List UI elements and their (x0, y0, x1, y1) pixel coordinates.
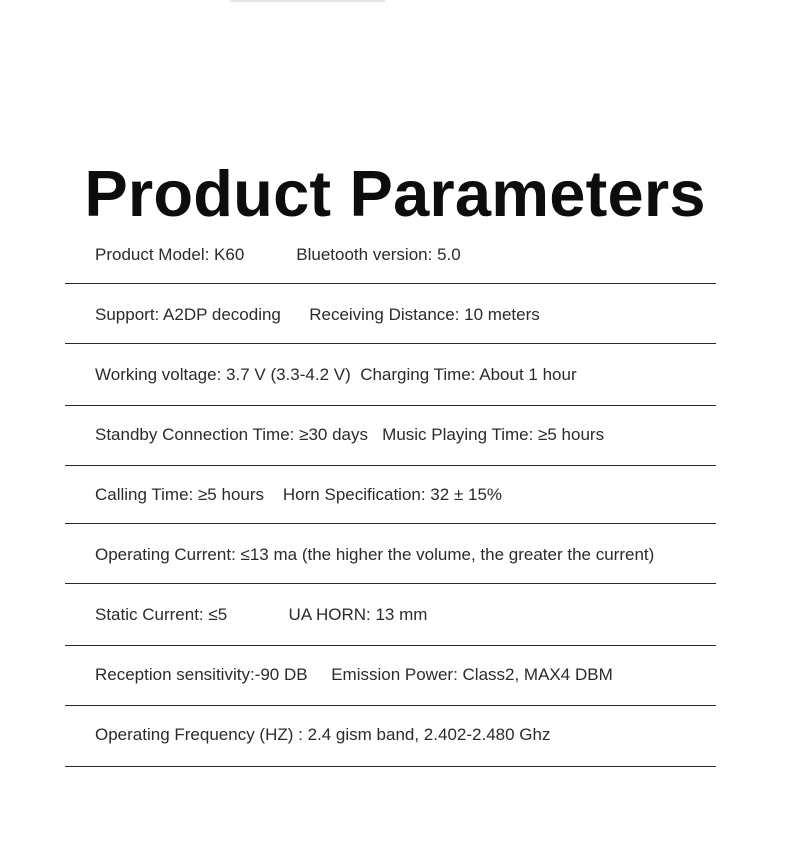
param-row-3 (65, 344, 716, 406)
param-text: Operating Current: ≤13 ma (the higher the volume, the greater the current) (95, 545, 655, 564)
page-title: Product Parameters (84, 156, 706, 230)
param-row-1 (65, 224, 716, 284)
top-divider-mark (230, 0, 385, 2)
param-row-2 (65, 284, 716, 344)
param-row-6 (65, 524, 716, 584)
param-text: Working voltage: 3.7 V (3.3-4.2 V) Charging Time: About 1 hour (95, 365, 577, 384)
param-row-5 (65, 466, 716, 524)
param-text: Calling Time: ≥5 hours Horn Specification: 32 ± 15% (95, 485, 503, 504)
param-text: Reception sensitivity:-90 DB Emission Power: Class2, MAX4 DBM (95, 665, 613, 684)
param-row-8 (65, 646, 716, 706)
param-row-9 (65, 706, 716, 767)
param-text: Operating Frequency (HZ) : 2.4 gism band, 2.402-2.480 Ghz (95, 725, 551, 744)
param-row-7 (65, 584, 716, 646)
param-text: Static Current: ≤5 UA HORN: 13 mm (95, 605, 428, 624)
param-text: Standby Connection Time: ≥30 days Music Playing Time: ≥5 hours (95, 425, 605, 444)
param-text: Product Model: K60 Bluetooth version: 5.0 (95, 245, 461, 264)
param-row-4 (65, 406, 716, 466)
param-text: Support: A2DP decoding Receiving Distance: 10 meters (95, 305, 540, 324)
